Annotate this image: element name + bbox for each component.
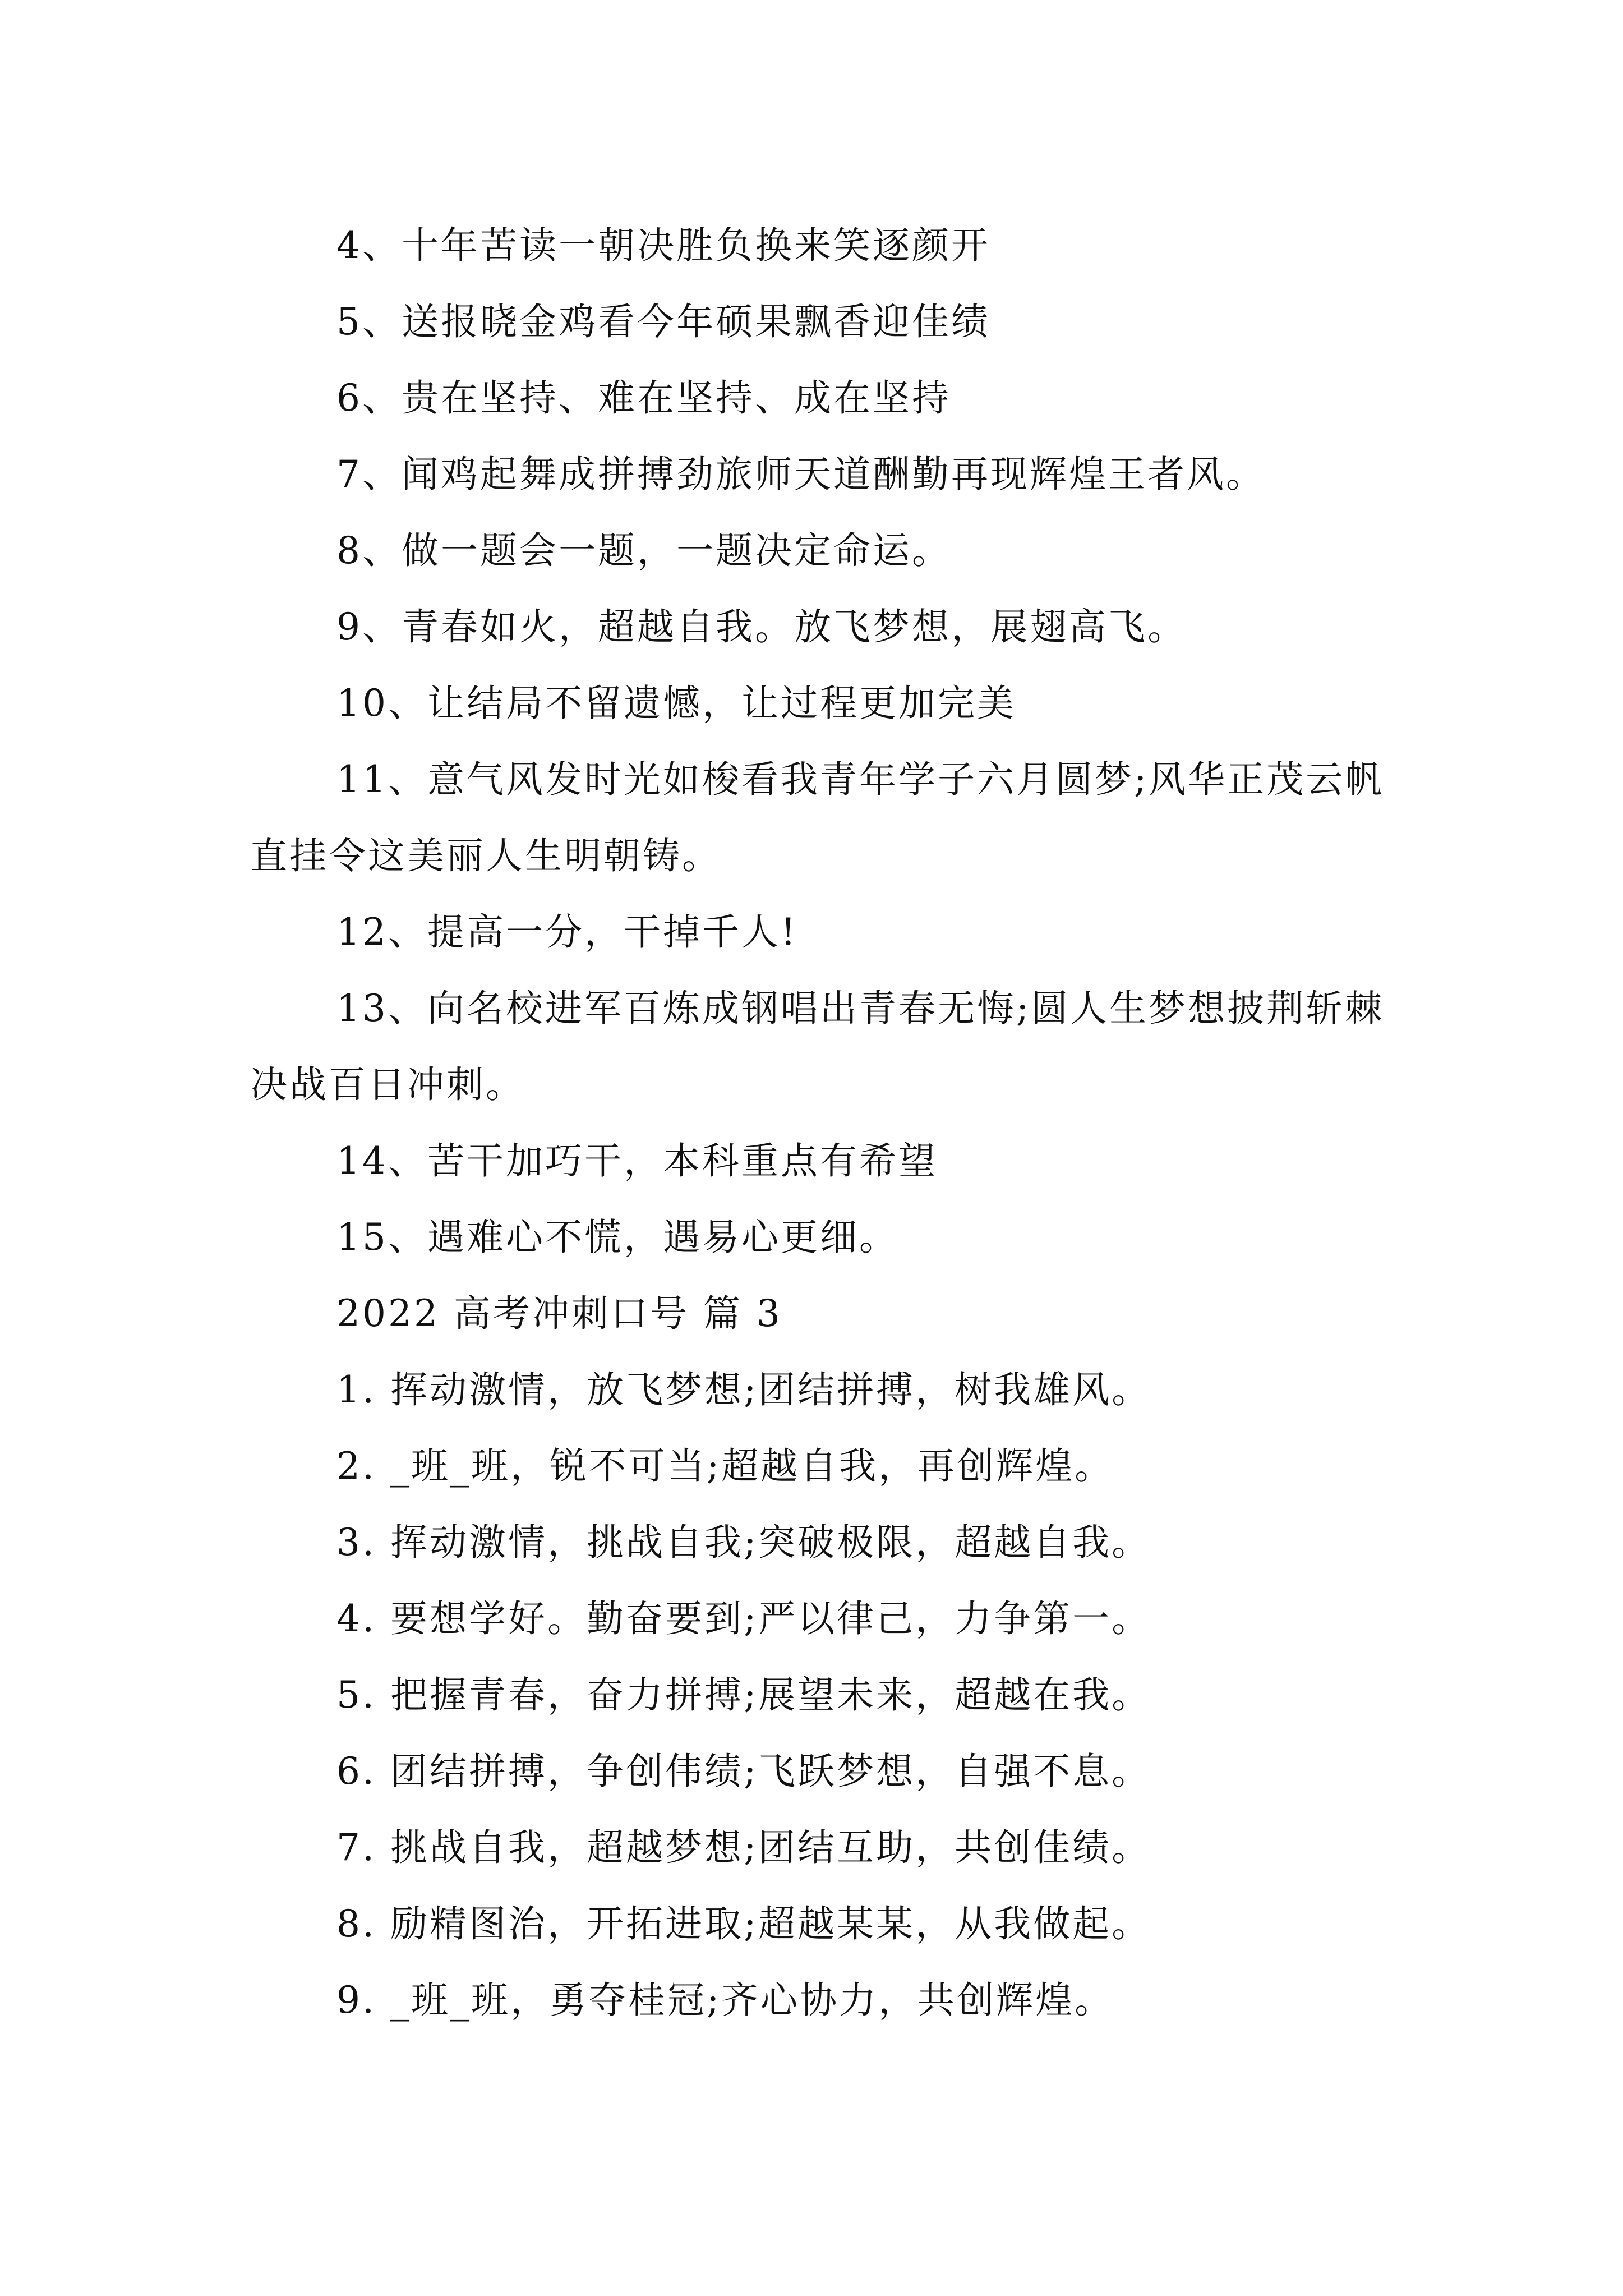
slogan-line: 4. 要想学好。勤奋要到;严以律己，力争第一。 <box>336 1597 1151 1640</box>
slogan-line: 10、让结局不留遗憾，让过程更加完美 <box>336 682 1016 725</box>
slogan-line: 11、意气风发时光如梭看我青年学子六月圆梦;风华正茂云帆直挂令这美丽人生明朝铸。 <box>250 758 1385 877</box>
slogan-line: 7、闻鸡起舞成拼搏劲旅师天道酬勤再现辉煌王者风。 <box>336 453 1265 496</box>
slogan-line: 5. 把握青春，奋力拼搏;展望未来，超越在我。 <box>336 1673 1151 1717</box>
slogan-line: 6、贵在坚持、难在坚持、成在坚持 <box>336 376 951 420</box>
document-body <box>250 208 1394 2039</box>
slogan-line: 7. 挑战自我，超越梦想;团结互助，共创佳绩。 <box>336 1826 1151 1869</box>
slogan-line: 8. 励精图治，开拓进取;超越某某，从我做起。 <box>336 1902 1151 1945</box>
slogan-line: 13、向名校进军百炼成钢唱出青春无悔;圆人生梦想披荆斩棘决战百日冲刺。 <box>250 987 1385 1106</box>
slogan-line: 12、提高一分，干掉千人! <box>336 910 798 954</box>
slogan-line: 14、苦干加巧干，本科重点有希望 <box>336 1139 938 1182</box>
slogan-line: 9. _班_班，勇夺桂冠;齐心协力，共创辉煌。 <box>336 1978 1114 2022</box>
section-heading: 2022 高考冲刺口号 篇 3 <box>336 1292 782 1335</box>
slogan-line: 4、十年苦读一朝决胜负换来笑逐颜开 <box>336 224 990 267</box>
slogan-line: 9、青春如火，超越自我。放飞梦想，展翅高飞。 <box>336 605 1187 648</box>
slogan-line: 3. 挥动激情，挑战自我;突破极限，超越自我。 <box>336 1521 1151 1564</box>
slogan-line: 6. 团结拼搏，争创伟绩;飞跃梦想，自强不息。 <box>336 1750 1151 1793</box>
slogan-line: 8、做一题会一题，一题决定命运。 <box>336 529 951 572</box>
slogan-line: 1. 挥动激情，放飞梦想;团结拼搏，树我雄风。 <box>336 1368 1151 1411</box>
slogan-line: 15、遇难心不慌，遇易心更细。 <box>336 1216 898 1259</box>
slogan-line: 2. _班_班，锐不可当;超越自我，再创辉煌。 <box>336 1444 1114 1488</box>
slogan-line: 5、送报晓金鸡看今年硕果飘香迎佳绩 <box>336 300 990 343</box>
